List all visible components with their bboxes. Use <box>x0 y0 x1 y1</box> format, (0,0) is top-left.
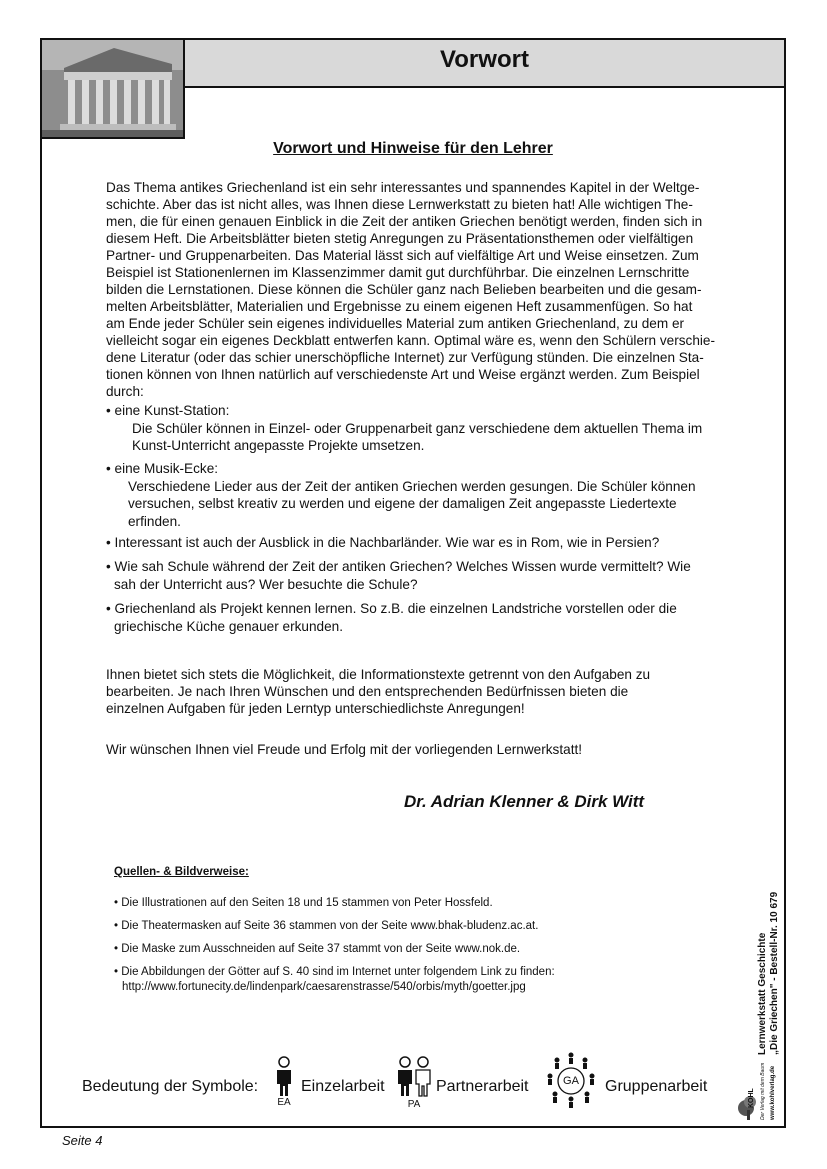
intro-line: dene Literatur (oder das schier unerschöpfliche Internet) zur Verfügung stünden. Die einzelnen Sta- <box>106 350 704 365</box>
pa-label: Partnerarbeit <box>436 1078 529 1095</box>
page-frame <box>40 38 786 1128</box>
wish-paragraph <box>106 741 726 758</box>
publisher-logo-text: KOHL <box>748 1088 755 1108</box>
source-item: • Die Maske zum Ausschneiden auf Seite 37 stammt von der Seite www.nok.de. <box>114 943 521 955</box>
intro-line: diesem Heft. Die Arbeitsblätter bieten stetig Anregungen zu Präsentationsthemen oder vielfältigen <box>106 231 694 246</box>
intro-line: durch: <box>106 384 144 399</box>
publisher-info-text <box>757 892 781 1055</box>
series-title: Lernwerkstatt Geschichte <box>757 932 768 1055</box>
author-signature: Dr. Adrian Klenner & Dirk Witt <box>404 792 645 811</box>
intro-line: vielleicht sogar ein eigenes Deckblatt entwerfen kann. Optimal wäre es, wenn den Schülern verschie- <box>106 333 716 348</box>
intro-line: Partner- und Gruppenarbeiten. Das Material lässt sich auf vielfältige Art und Weise einsetzen. Zum <box>106 248 699 263</box>
bullet-ausblick <box>106 534 736 552</box>
source-item-link <box>114 965 555 995</box>
bullet-title: • eine Musik-Ecke: <box>106 461 219 476</box>
publisher-info <box>732 840 782 1060</box>
intro-line: Das Thema antikes Griechenland ist ein sehr interessantes und spannendes Kapitel in der Weltge- <box>106 180 700 195</box>
ea-label: Einzelarbeit <box>301 1078 385 1095</box>
closing-line: einzelnen Aufgaben für jeden Lerntyp unterschiedlichste Anregungen! <box>106 701 525 716</box>
intro-paragraph <box>106 179 726 400</box>
intro-line: bilden die Lernstationen. Diese können die Schüler ganz nach Belieben bearbeiten und die gesam- <box>106 282 702 297</box>
bullet-text: griechische Küche genauer erkunden. <box>114 618 343 634</box>
bullet-title: • eine Kunst-Station: <box>106 403 230 418</box>
intro-line: schichte. Aber das ist nicht alles, was Ihnen diese Lernwerkstatt zu bieten hat! Alle wichtigen The- <box>106 197 693 212</box>
page-title: Vorwort <box>440 46 529 73</box>
source-item: • Die Theatermasken auf Seite 36 stammen von der Seite www.bhak-bludenz.ac.at. <box>114 920 539 932</box>
closing-line: Ihnen bietet sich stets die Möglichkeit, die Informationstexte getrennt von den Aufgaben zu <box>106 667 651 682</box>
bullet-text: sah der Unterricht aus? Wer besuchte die Schule? <box>114 576 418 592</box>
publisher-website: www.kohlverlag.de <box>770 1065 776 1120</box>
symbols-intro: Bedeutung der Symbole: <box>82 1078 259 1095</box>
closing-paragraph <box>106 666 726 717</box>
source-link: http://www.fortunecity.de/lindenpark/caesarenstrasse/540/orbis/myth/goetter.jpg <box>122 981 526 993</box>
publisher-slogan: Der Verlag mit dem Baum <box>760 1062 766 1120</box>
source-item-text: • Die Abbildungen der Götter auf S. 40 sind im Internet unter folgendem Link zu finden: <box>114 966 555 978</box>
bullet-text: Verschiedene Lieder aus der Zeit der antiken Griechen werden gesungen. Die Schüler können <box>128 478 696 494</box>
parthenon-illustration <box>42 40 185 139</box>
wish-line: Wir wünschen Ihnen viel Freude und Erfolg mit der vorliegenden Lernwerkstatt! <box>106 742 583 757</box>
bullet-kunst <box>106 402 736 455</box>
bullet-title: • Griechenland als Projekt kennen lernen. So z.B. die einzelnen Landstriche vorstellen oder die <box>106 601 677 616</box>
bullet-title: • Wie sah Schule während der Zeit der antiken Griechen? Welches Wissen wurde vermittelt? Wie <box>106 559 691 574</box>
ga-label: Gruppenarbeit <box>605 1078 708 1095</box>
closing-line: bearbeiten. Je nach Ihren Wünschen und den entsprechenden Bedürfnissen bieten die <box>106 684 629 699</box>
bullet-text: versuchen, selbst kreativ zu werden und eigene der damaligen Zeit angepasste Liedertexte <box>128 496 677 511</box>
single-person-icon <box>272 1056 296 1098</box>
ga-short-label: GA <box>563 1075 579 1087</box>
intro-line: tionen können von Ihnen natürlich auf verschiedenste Art und Weise ergänzt werden. Zum Beispiel <box>106 367 700 382</box>
intro-line: am Ende jeder Schüler sein eigenes individuelles Material zum antiken Griechenland, zu dem er <box>106 316 685 331</box>
bullet-musik <box>106 460 736 530</box>
partner-icon <box>396 1056 432 1098</box>
intro-line: men, die für einen genauen Einblick in die Zeit der antiken Griechen benötigt werden, finden sich in <box>106 214 703 229</box>
sources-title: Quellen- & Bildverweise: <box>114 866 249 878</box>
intro-line: Beispiel ist Stationenlernen im Klassenzimmer damit gut durchführbar. Die einzelnen Lernschritte <box>106 265 690 280</box>
order-number: „Die Griechen" - Bestell-Nr. 10 679 <box>769 891 780 1055</box>
bullet-text: Kunst-Unterricht angepasste Projekte umsetzen. <box>132 438 425 453</box>
bullet-text: Die Schüler können in Einzel- oder Gruppenarbeit ganz verschiedene dem aktuellen Thema im <box>132 420 703 436</box>
page-number: Seite 4 <box>62 1133 103 1148</box>
intro-line: melten Arbeitsblätter, Materialien und Ergebnisse zu einem eigenen Heft zusammenfügen. So hat <box>106 299 693 314</box>
bullet-projekt <box>106 600 736 635</box>
parthenon-photo <box>42 40 185 139</box>
source-item: • Die Illustrationen auf den Seiten 18 und 15 stammen von Peter Hossfeld. <box>114 897 493 909</box>
pa-short-label: PA <box>407 1099 421 1110</box>
bullet-title: • Interessant ist auch der Ausblick in die Nachbarländer. Wie war es in Rom, wie in Persien? <box>106 535 660 550</box>
ea-short-label: EA <box>277 1097 291 1108</box>
bullet-schule <box>106 558 736 593</box>
document-heading: Vorwort und Hinweise für den Lehrer <box>273 140 553 157</box>
bullet-text: erfinden. <box>128 513 181 529</box>
